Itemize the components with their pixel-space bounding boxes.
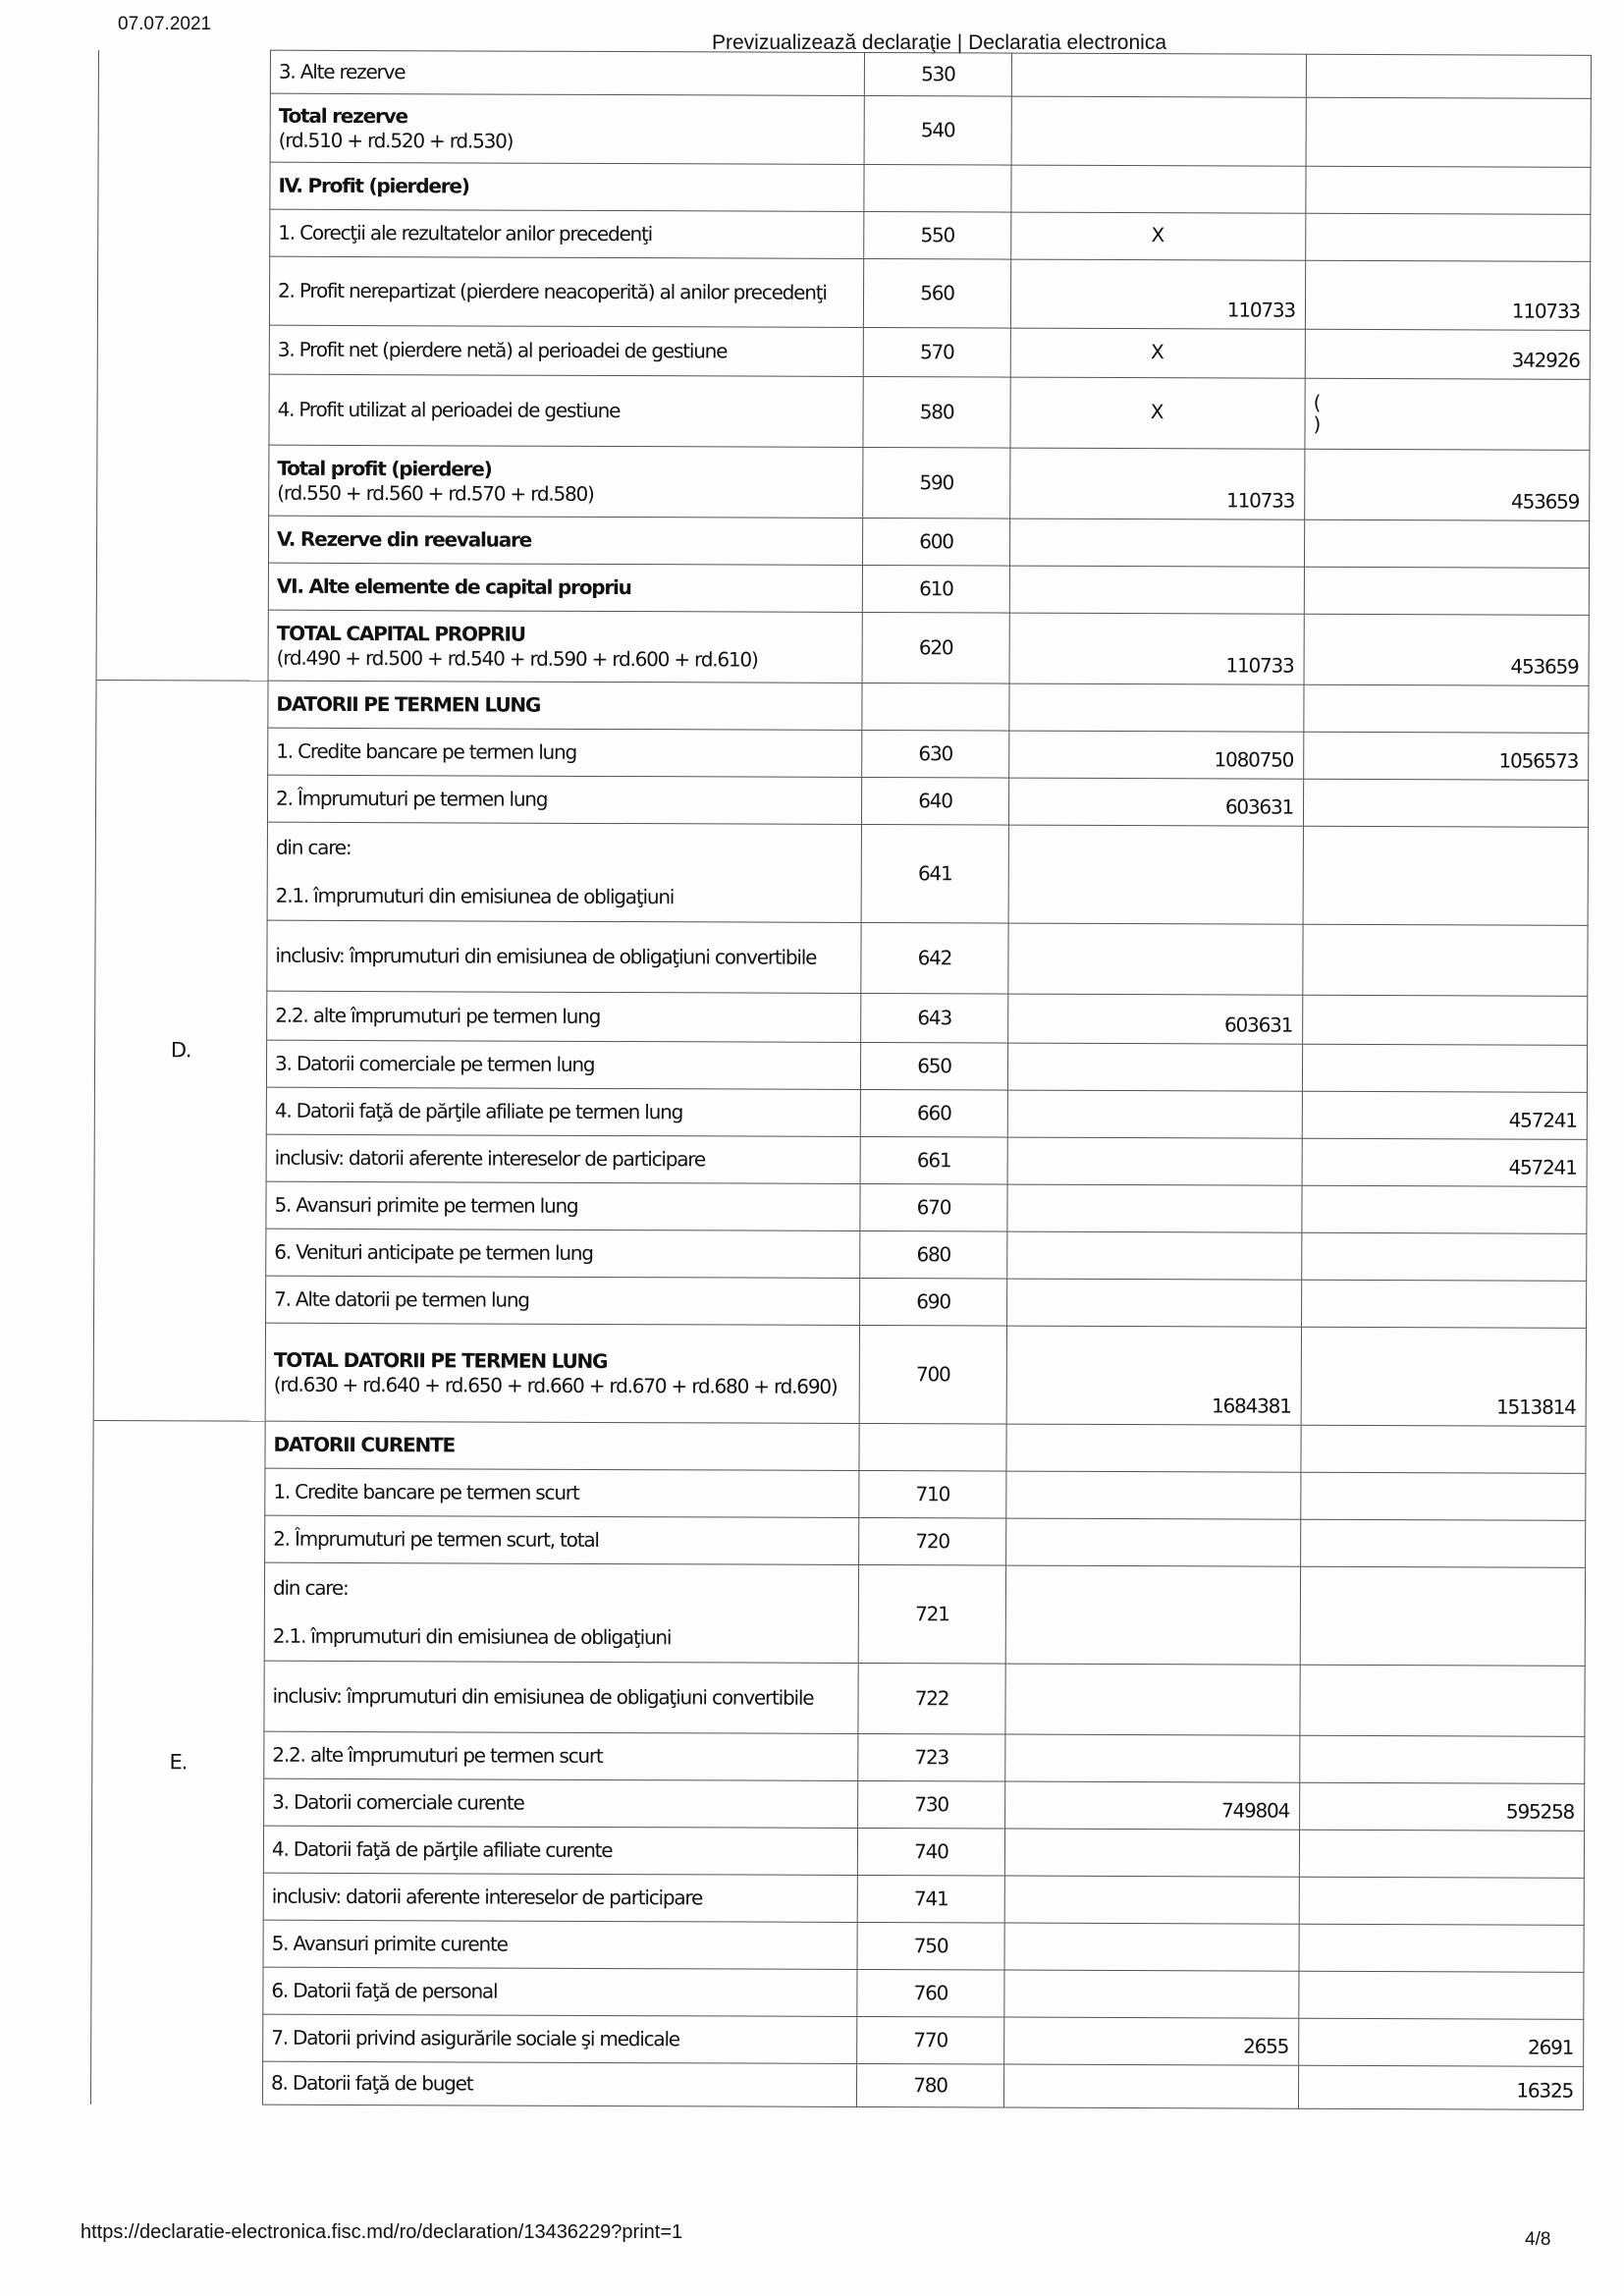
- value-start-period: [1005, 1565, 1300, 1665]
- row-label-cell: [264, 1661, 858, 1733]
- row-label: 3. Datorii comerciale curente: [272, 1789, 524, 1815]
- value-end-period: [1305, 378, 1590, 450]
- value-end-period: [1301, 1519, 1586, 1567]
- value-start-period: [1004, 1829, 1299, 1877]
- page-title: Previzualizează declaraţie | Declaratia electronica: [712, 31, 1167, 54]
- row-label: inclusiv: datorii aferente intereselor de participare: [274, 1145, 706, 1172]
- row-label: inclusiv: datorii aferente intereselor de participare: [271, 1884, 703, 1910]
- print-date: 07.07.2021: [118, 14, 212, 34]
- row-code: 642: [861, 922, 1008, 994]
- value-end-period: [1303, 924, 1588, 996]
- value-end-period: 595258: [1300, 1782, 1585, 1831]
- row-label-cell: [264, 1562, 858, 1663]
- row-code: 723: [858, 1733, 1005, 1781]
- table-row: [91, 2013, 1584, 2066]
- row-label: 6. Venituri anticipate pe termen lung: [274, 1239, 593, 1265]
- row-label: 1. Credite bancare pe termen scurt: [273, 1479, 579, 1504]
- table-row: [97, 324, 1590, 379]
- row-code: 770: [857, 2016, 1004, 2064]
- table-row: [97, 256, 1590, 331]
- row-label-cell: [270, 209, 864, 258]
- value-start-period: [1006, 1471, 1301, 1519]
- row-label-cell: [269, 374, 863, 447]
- value-end-period: 453659: [1304, 614, 1589, 685]
- value-end-period: [1306, 213, 1591, 261]
- row-code: 722: [858, 1663, 1005, 1734]
- table-row: [92, 1730, 1585, 1783]
- value-start-period: [1004, 1970, 1299, 2018]
- table-row: [92, 1561, 1585, 1666]
- row-label: 2.2. alte împrumuturi pe termen lung: [275, 1003, 601, 1028]
- row-label-cell: [269, 325, 863, 376]
- value-start-period: 603631: [1008, 778, 1303, 826]
- row-label: 3. Profit net (pierdere netă) al perioadei de gestiune: [277, 337, 728, 363]
- row-label-cell: [268, 681, 862, 730]
- row-label: 8. Datorii faţă de buget: [271, 2070, 473, 2096]
- value-end-period: [1299, 1971, 1584, 2019]
- row-code: 650: [860, 1042, 1007, 1090]
- row-code: [859, 1423, 1006, 1471]
- table-row: [94, 1039, 1587, 1092]
- row-code: 661: [860, 1136, 1007, 1184]
- page-number: 4/8: [1525, 2229, 1551, 2250]
- value-end-period: [1306, 97, 1591, 167]
- table-row: [91, 1872, 1584, 1925]
- balance-table-body: [90, 50, 1591, 2110]
- row-code: 660: [860, 1089, 1007, 1137]
- row-code: 580: [863, 376, 1010, 448]
- row-code: 620: [862, 612, 1009, 683]
- row-code: 721: [858, 1564, 1005, 1664]
- row-code: [862, 683, 1009, 731]
- value-end-period: [1302, 1185, 1587, 1233]
- value-start-period: [1007, 1279, 1302, 1327]
- row-label-cell: [266, 1040, 860, 1089]
- row-label: 2.2. alte împrumuturi pe termen scurt: [272, 1742, 603, 1768]
- row-code: 700: [859, 1325, 1006, 1424]
- row-label-cell: [270, 93, 864, 164]
- table-row: [96, 562, 1589, 615]
- row-code: 720: [859, 1517, 1006, 1565]
- row-code: 530: [864, 52, 1011, 96]
- table-row: [98, 162, 1591, 215]
- row-label-cell: [263, 1920, 857, 1969]
- table-row: [91, 1825, 1584, 1878]
- table-row: [98, 50, 1591, 99]
- value-end-period: 2691: [1299, 2018, 1584, 2066]
- table-row: [94, 1086, 1587, 1139]
- balance-table: [90, 49, 1592, 2110]
- table-row: [97, 373, 1590, 450]
- row-code: 641: [861, 824, 1008, 923]
- value-start-period: 2655: [1004, 2017, 1299, 2065]
- row-label-cell: [267, 775, 861, 824]
- row-label: 5. Avansuri primite curente: [271, 1931, 508, 1956]
- value-start-period: [1004, 1876, 1299, 1924]
- section-cell: D.: [93, 680, 268, 1421]
- row-label: 3. Datorii comerciale pe termen lung: [274, 1051, 595, 1076]
- value-end-period: [1304, 684, 1589, 733]
- row-label: 6. Datorii faţă de personal: [271, 1978, 498, 2003]
- row-label: VI. Alte elemente de capital propriu: [276, 574, 631, 600]
- table-row: [93, 1420, 1586, 1473]
- value-end-period: [1300, 1735, 1585, 1783]
- table-row: [90, 2060, 1583, 2109]
- value-end-period: [1302, 1280, 1587, 1328]
- row-label: 2. Profit nerepartizat (pierdere neacoperită) al anilor precedenţi: [278, 278, 827, 304]
- row-label-cell: [263, 1967, 857, 2016]
- row-code: 610: [862, 565, 1009, 613]
- row-sublabel: 2.1. împrumuturi din emisiunea de obligaţiuni: [272, 1623, 672, 1649]
- row-code: 600: [862, 518, 1009, 566]
- row-label: Total profit (pierdere): [277, 456, 492, 481]
- value-end-period: 453659: [1305, 449, 1590, 520]
- row-label-cell: [268, 563, 862, 612]
- table-row: [93, 1467, 1586, 1520]
- row-label: TOTAL DATORII PE TERMEN LUNG: [273, 1347, 608, 1373]
- row-code: 760: [857, 1969, 1004, 2017]
- table-row: [94, 1180, 1587, 1233]
- value-start-period: 603631: [1008, 994, 1303, 1044]
- value-start-period: 1080750: [1009, 731, 1304, 779]
- row-label-cell: [266, 1229, 860, 1278]
- value-start-period: [1006, 1424, 1301, 1472]
- value-start-period: [1008, 825, 1303, 924]
- row-code: 550: [864, 211, 1011, 259]
- value-end-period: 457241: [1302, 1138, 1587, 1186]
- row-label: DATORII PE TERMEN LUNG: [276, 691, 541, 717]
- value-start-period: X: [1010, 328, 1305, 378]
- value-start-period: [1007, 1184, 1302, 1232]
- row-label: DATORII CURENTE: [273, 1432, 456, 1457]
- row-label: V. Rezerve din reevaluare: [277, 526, 532, 552]
- paren-open: (: [1313, 390, 1321, 414]
- value-end-period: 1513814: [1301, 1327, 1586, 1426]
- row-sublabel: 2.1. împrumuturi din emisiunea de obligaţiuni: [275, 883, 675, 908]
- row-code: 670: [860, 1183, 1007, 1231]
- row-code: 540: [864, 95, 1011, 165]
- row-formula: (rd.510 + rd.520 + rd.530): [278, 128, 514, 153]
- value-start-period: [1009, 683, 1304, 732]
- row-label: Total rezerve: [278, 103, 407, 128]
- value-end-period: [1300, 1566, 1585, 1666]
- value-end-period: [1302, 1232, 1587, 1281]
- value-end-period: [1299, 1924, 1584, 1972]
- table-row: [93, 1514, 1586, 1567]
- row-label: 4. Datorii faţă de părţile afiliate curente: [271, 1836, 613, 1863]
- row-label-cell: [266, 1181, 860, 1230]
- row-label-cell: [269, 256, 863, 327]
- table-row: [92, 1660, 1585, 1736]
- section-cell: [96, 50, 270, 682]
- spacer: [276, 859, 853, 885]
- row-code: 780: [856, 2063, 1003, 2107]
- row-label-cell: [265, 1468, 859, 1517]
- value-end-period: [1302, 1044, 1587, 1092]
- row-label-cell: [267, 991, 861, 1042]
- value-start-period: X: [1010, 377, 1305, 449]
- table-row: [96, 727, 1589, 780]
- value-start-period: 749804: [1005, 1781, 1300, 1830]
- row-code: 741: [857, 1875, 1004, 1923]
- value-start-period: 110733: [1010, 259, 1305, 329]
- value-end-period: [1306, 54, 1591, 98]
- value-start-period: [1011, 96, 1306, 166]
- row-label-cell: [268, 728, 862, 777]
- balance-sheet: [90, 49, 1591, 2110]
- row-label-cell: [266, 1276, 860, 1325]
- value-start-period: [1009, 519, 1304, 567]
- section-cell: E.: [90, 1420, 265, 2105]
- row-label: IV. Profit (pierdere): [278, 173, 469, 198]
- row-label-cell: [264, 1778, 858, 1828]
- row-label: din care:: [275, 835, 352, 859]
- table-row: [96, 680, 1589, 733]
- row-formula: (rd.490 + rd.500 + rd.540 + rd.590 + rd.600 + rd.610): [276, 645, 758, 672]
- value-end-period: [1299, 1830, 1584, 1878]
- row-code: 690: [860, 1278, 1007, 1326]
- row-code: 680: [860, 1230, 1007, 1279]
- value-end-period: [1303, 826, 1588, 925]
- value-start-period: X: [1011, 212, 1306, 260]
- row-formula: (rd.630 + rd.640 + rd.650 + rd.660 + rd.670 + rd.680 + rd.690): [273, 1372, 838, 1398]
- row-label-cell: [265, 1323, 859, 1423]
- table-row: [94, 1275, 1587, 1328]
- value-end-period: [1301, 1472, 1586, 1520]
- table-row: [94, 1228, 1587, 1281]
- row-code: 740: [857, 1828, 1004, 1876]
- table-row: [95, 774, 1588, 827]
- value-start-period: [1009, 566, 1304, 614]
- table-row: [97, 444, 1590, 520]
- row-label: 5. Avansuri primite pe termen lung: [274, 1192, 578, 1218]
- value-end-period: [1300, 1665, 1585, 1736]
- row-label-cell: [268, 516, 862, 565]
- value-start-period: [1007, 1090, 1302, 1138]
- value-start-period: [1006, 1518, 1301, 1566]
- row-label: 4. Profit utilizat al perioadei de gestiune: [277, 397, 621, 423]
- row-label: 2. Împrumuturi pe termen lung: [276, 786, 548, 811]
- row-code: 560: [863, 258, 1010, 328]
- row-label-cell: [263, 1873, 857, 1922]
- paren-close: ): [1313, 411, 1321, 436]
- row-label-cell: [265, 1421, 859, 1470]
- value-end-period: [1299, 1877, 1584, 1925]
- row-label: TOTAL CAPITAL PROPRIU: [276, 621, 525, 646]
- value-end-period: 342926: [1305, 329, 1590, 379]
- value-start-period: [1008, 923, 1303, 995]
- row-code: 630: [862, 730, 1009, 778]
- value-end-period: [1301, 1425, 1586, 1473]
- value-end-period: 110733: [1305, 260, 1590, 330]
- footer-url: https://declaratie-electronica.fisc.md/ro/declaration/13436229?print=1: [81, 2221, 683, 2243]
- value-start-period: [1011, 165, 1306, 213]
- table-row: [95, 990, 1588, 1045]
- value-end-period: [1304, 519, 1589, 568]
- table-row: [95, 821, 1588, 925]
- row-label-cell: [270, 50, 864, 95]
- row-label: 2. Împrumuturi pe termen scurt, total: [273, 1526, 599, 1552]
- row-code: 570: [863, 327, 1010, 377]
- row-label: inclusiv: împrumuturi din emisiunea de obligaţiuni convertibile: [275, 943, 817, 969]
- value-start-period: [1005, 1734, 1300, 1782]
- value-end-period: [1306, 166, 1591, 214]
- value-end-period: 1056573: [1304, 732, 1589, 780]
- table-row: [91, 1919, 1584, 1972]
- table-row: [98, 93, 1591, 168]
- row-label-cell: [267, 822, 861, 922]
- row-code: 710: [859, 1470, 1006, 1518]
- value-end-period: [1304, 567, 1589, 615]
- row-label-cell: [265, 1515, 859, 1564]
- row-code: [864, 164, 1011, 212]
- value-start-period: [1003, 2064, 1298, 2108]
- row-label: 3. Alte rezerve: [278, 59, 406, 84]
- row-code: 730: [858, 1780, 1005, 1829]
- row-code: 590: [863, 447, 1010, 519]
- value-start-period: 1684381: [1006, 1326, 1301, 1425]
- table-row: [95, 919, 1588, 996]
- row-code: 640: [861, 777, 1008, 825]
- value-start-period: [1007, 1137, 1302, 1185]
- row-label: 7. Alte datorii pe termen lung: [274, 1286, 529, 1312]
- value-end-period: 16325: [1298, 2065, 1583, 2109]
- value-end-period: [1303, 995, 1588, 1045]
- table-row: [94, 1133, 1587, 1186]
- row-label-cell: [266, 1087, 860, 1136]
- row-formula: (rd.550 + rd.560 + rd.570 + rd.580): [277, 480, 594, 506]
- row-label-cell: [268, 610, 862, 683]
- value-end-period: 457241: [1302, 1091, 1587, 1139]
- row-label: inclusiv: împrumuturi din emisiunea de obligaţiuni convertibile: [272, 1683, 814, 1710]
- row-label: 1. Credite bancare pe termen lung: [276, 738, 577, 764]
- row-label: 4. Datorii faţă de părţile afiliate pe termen lung: [274, 1098, 683, 1124]
- value-start-period: [1007, 1043, 1302, 1091]
- row-label: 7. Datorii privind asigurările sociale şi medicale: [271, 2025, 679, 2051]
- row-label: din care:: [272, 1575, 349, 1600]
- table-row: [96, 515, 1589, 568]
- row-label: 1. Corecţii ale rezultatelor anilor precedenţi: [278, 220, 653, 246]
- row-label-cell: [267, 920, 861, 993]
- row-label-cell: [263, 1826, 857, 1875]
- row-label-cell: [266, 1134, 860, 1183]
- row-code: 750: [857, 1922, 1004, 1970]
- row-label-cell: [262, 2061, 856, 2106]
- value-end-period: [1303, 779, 1588, 827]
- value-start-period: 110733: [1009, 613, 1304, 684]
- row-label-cell: [269, 445, 863, 518]
- row-code: 643: [861, 993, 1008, 1043]
- table-row: [92, 1777, 1585, 1831]
- spacer: [273, 1600, 850, 1625]
- value-start-period: [1004, 1923, 1299, 1971]
- row-label-cell: [264, 1731, 858, 1780]
- table-row: [93, 1322, 1586, 1426]
- value-start-period: [1007, 1231, 1302, 1280]
- table-row: [98, 209, 1591, 262]
- row-label-cell: [270, 162, 864, 211]
- value-start-period: [1005, 1664, 1300, 1735]
- table-row: [91, 1966, 1584, 2019]
- value-start-period: 110733: [1010, 448, 1305, 519]
- value-start-period: [1011, 53, 1306, 97]
- row-label-cell: [263, 2014, 857, 2063]
- table-row: [96, 609, 1589, 685]
